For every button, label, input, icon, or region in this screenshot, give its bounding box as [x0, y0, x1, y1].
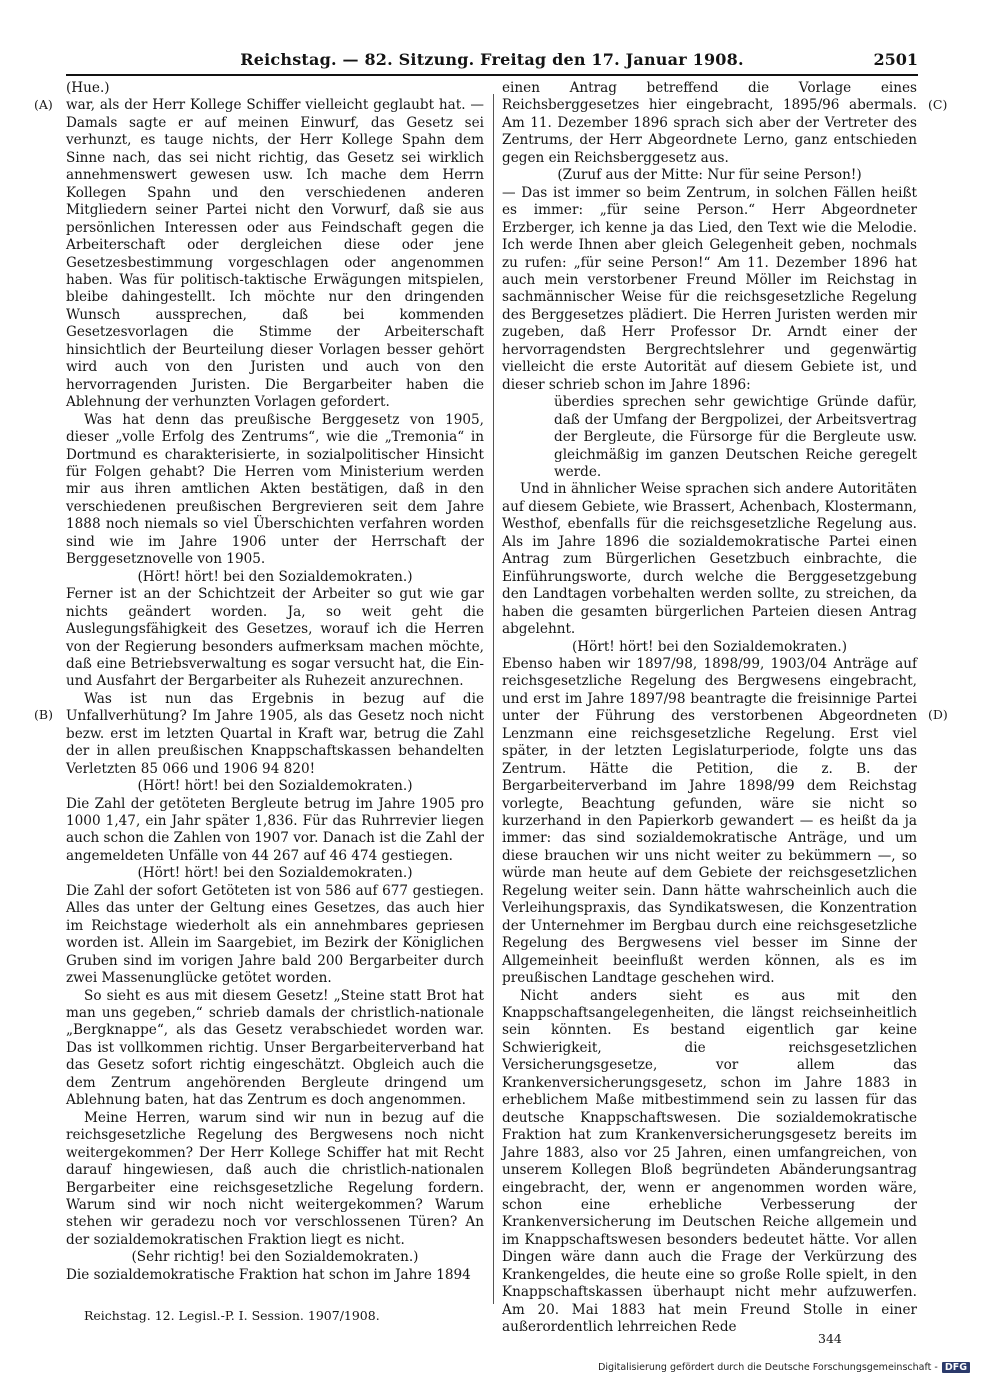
margin-mark-c: (C)	[928, 97, 948, 112]
paragraph: Und in ähnlicher Weise sprachen sich andere Autoritäten auf diesem Gebiete, wie Brassert, Achenbach, Klostermann, Westhof, ebenfalls für die reichsgesetzliche Regelung aus. Als im Jahre 1896 die sozialdemokratische Partei einen Antrag zum Bürgerlichen Gesetzbuch einbrachte, die Einführungsworte, durch welche die Berggesetzgebung den Landtagen vorbehalten werden sollte, zu streichen, da haben die gesamten bürgerlichen Parteien diesen Antrag abgelehnt.	[502, 481, 917, 638]
interjection: (Hört! hört! bei den Sozialdemokraten.)	[137, 778, 413, 795]
paragraph: Meine Herren, warum sind wir nun in bezug auf die reichsgesetzliche Regelung des Bergwesens noch nicht weitergekommen? Der Herr Kollege Schiffer hat mit Recht darauf hingewiesen, daß auch die christlich-nationalen Bergarbeiter eine reichsgesetzliche Regelung fordern. Warum sind wir noch nicht weitergekommen? Warum stehen wir geradezu noch vor verschlossenen Türen? An der sozialdemokratischen Fraktion liegt es nicht.	[66, 1109, 484, 1248]
paragraph: — Das ist immer so beim Zentrum, in solchen Fällen heißt es immer: „für seine Person.“ Herr Abgeordneter Erzberger, ich kenne ja das Lied, den Text wie die Melodie. Ich werde Ihnen aber gleich Gelegenheit geben, nochmals zu rufen: „für seine Person!“ Am 11. Dezember 1896 hat auch mein verstorbener Freund Möller im Reichstag in sachmännischer Weise für die reichsgesetzliche Regelung des Berggesetzes plädiert. Die Herren Juristen werden mir zugeben, daß Herr Professor Dr. Arndt einer der hervorragendsten Bergrechtslehrer und gegenwärtig vielleicht die erste Autorität auf diesem Gebiete ist, und dieser schrieb schon im Jahre 1896:	[502, 184, 917, 393]
paragraph: So sieht es aus mit diesem Gesetz! „Steine statt Brot hat man uns gegeben,“ schrieb damals der christlich-nationale „Bergknappe“, als das Gesetz verabschiedet worden war. Das ist vollkommen richtig. Unser Bergarbeiterverband hat das Gesetz sofort richtig eingeschätzt. Obgleich auch die dem Zentrum angehörenden Bergleute dringend um Ablehnung baten, hat das Zentrum es doch angenommen.	[66, 987, 484, 1109]
interjection: (Hört! hört! bei den Sozialdemokraten.)	[137, 865, 413, 882]
dfg-credit-text: Digitalisierung gefördert durch die Deutsche Forschungsgemeinschaft -	[598, 1362, 938, 1373]
interjection: (Hört! hört! bei den Sozialdemokraten.)	[571, 638, 847, 655]
right-column	[502, 80, 917, 1337]
paragraph: Was ist nun das Ergebnis in bezug auf die Unfallverhütung? Im Jahre 1905, als das Gesetz noch nicht bezw. erst im letzten Quartal in Kraft war, betrug die Zahl der in allen preußischen Knappschaftskassen behandelten Verletzten 85 066 und 1906 94 820!	[66, 690, 484, 777]
paragraph: Ebenso haben wir 1897/98, 1898/99, 1903/04 Anträge auf reichsgesetzliche Regelung des Bergwesens eingebracht, und erst im Jahre 1897/98 beantragte die freisinnige Partei unter der Führung des verstorbenen Abgeordneten Lenzmann eine reichsgesetzliche Regelung. Erst viel später, in der letzten Legislaturperiode, folgte uns das Zentrum. Hätte die Petition, die z. B. der Bergarbeiterverband im Jahre 1898/99 dem Reichstag vorlegte, Beachtung gefunden, wäre sie nicht so kurzerhand in den Papierkorb gewandert — es heißt da ja immer: das sind sozialdemokratische Anträge, und um diese brauchen wir uns nicht weiter zu bekümmern —, so würde man heute auf dem Gebiete der reichsgesetzlichen Regelung weiter sein. Dann hätte wahrscheinlich auch die Verleihungspraxis, das Syndikatswesen, die Konzentration der Unternehmer im Bergbau durch eine reichsgesetzliche Regelung des Bergwesens viel besser im Sinne der Allgemeinheit beeinflußt werden können, als es im preußischen Landtage geschehen wird.	[502, 655, 917, 987]
block-quote: überdies sprechen sehr gewichtige Gründe dafür, daß der Umfang der Bergpolizei, der Arbeitsvertrag der Bergleute, die Fürsorge für die Bergleute usw. gleichmäßig im ganzen Deutschen Reiche geregelt werde.	[554, 394, 917, 480]
page-header	[66, 48, 918, 76]
paragraph: Was hat denn das preußische Berggesetz von 1905, dieser „volle Erfolg des Zentrums“, wie die „Tremonia“ in Dortmund es charakterisierte, in sozialpolitischer Hinsicht für Folgen gehabt? Die Herren vom Ministerium werden mir aus ihren amtlichen Akten bestätigen, daß in den verschiedenen preußischen Bergrevieren seit dem Jahre 1888 noch niemals so viel Überschichten verfahren worden sind wie im Jahre 1906 unter der Herrschaft der Berggesetznovelle von 1905.	[66, 411, 484, 568]
paragraph: Die Zahl der getöteten Bergleute betrug im Jahre 1905 pro 1000 1,47, ein Jahr später 1,836. Für das Ruhrrevier liegen auch schon die Zahlen von 1907 vor. Danach ist die Zahl der angemeldeten Unfälle von 44 267 auf 46 474 gestiegen.	[66, 795, 485, 864]
paragraph: Nicht anders sieht es aus mit den Knappschaftsangelegenheiten, die längst reichseinheitlich sein könnten. Es bestand eigentlich gar keine Schwierigkeit, die reichsgesetzlichen Versicherungsgesetze, vor allem das Krankenversicherungsgesetz, schon im Jahre 1883 in erheblichem Maße mitbestimmend sein zu lassen für das deutsche Knappschaftswesen. Die sozialdemokratische Fraktion hat zum Krankenversicherungsgesetz bereits im Jahre 1883, also vor 25 Jahren, einen umfangreichen, von unserem Kollegen Bloß begründeten Abänderungsantrag eingebracht, der, wenn er angenommen worden wäre, schon eine erhebliche Verbesserung der Krankenversicherung im Deutschen Reiche allgemein und im Knappschaftswesen besonders bedeutet hätte. Vor allen Dingen wäre dann auch die Frage der Verkürzung des Krankengeldes, die heute eine so große Rolle spielt, in den Knappschaftskassen überhaupt nicht mehr aufzuwerfen. Am 20. Mai 1883 hat mein Freund Stolle in einer außerordentlich lehrreichen Rede	[502, 987, 917, 1336]
margin-mark-d: (D)	[928, 707, 948, 722]
paragraph: einen Antrag betreffend die Vorlage eines Reichsberggesetzes hier eingebracht, 1895/96 abermals. Am 11. Dezember 1896 sprach sich aber der Vertreter des Zentrums, der Herr Abgeordnete Lerno, ganz entschieden gegen ein Reichsberggesetz aus.	[502, 80, 917, 166]
left-column	[66, 80, 484, 1284]
dfg-logo: DFG	[942, 1362, 970, 1373]
interjection: (Zuruf aus der Mitte: Nur für seine Person!)	[557, 167, 862, 184]
footer-sheet-number: 344	[818, 1331, 842, 1346]
column-divider	[493, 94, 494, 1304]
margin-mark-b: (B)	[34, 707, 53, 722]
header-title: Reichstag. — 82. Sitzung. Freitag den 17. Januar 1908.	[240, 50, 744, 69]
paragraph: war, als der Herr Kollege Schiffer vielleicht geglaubt hat. — Damals sagte er auf meinen Einwurf, das Gesetz sei verhunzt, es tauge nichts, der Herr Kollege Spahn dem Sinne nach, das sei nicht richtig, das Gesetz sei wirklich annehmenswert gewesen usw. Ich mache dem Herrn Kollegen Spahn und den verschiedenen anderen Mitgliedern seiner Partei nicht den Vorwurf, daß sie aus persönlichen Interessen oder aus Feindschaft gegen die Arbeiterschaft oder dergleichen diese oder jene Gesetzesbestimmung vorgeschlagen oder angenommen haben. Was für politisch-taktische Erwägungen mitspielen, bleibe dahingestellt. Ich möchte nur den dringenden Wunsch aussprechen, daß bei kommenden Gesetzesvorlagen die Stimme der Arbeiterschaft hinsichtlich der Beurteilung dieser Vorlagen besser gehört wird auch von den Juristen und auch von den hervorragenden Juristen. Die Bergarbeiter haben die Ablehnung der verhunzten Vorlagen gefordert.	[66, 97, 484, 411]
margin-mark-a: (A)	[34, 97, 53, 112]
interjection: (Hört! hört! bei den Sozialdemokraten.)	[137, 568, 413, 585]
page-number: 2501	[873, 50, 918, 69]
dfg-credit	[598, 1362, 970, 1373]
speaker-label: (Hue.)	[66, 80, 110, 96]
paragraph: Die sozialdemokratische Fraktion hat schon im Jahre 1894	[66, 1266, 471, 1283]
footer-session-line: Reichstag. 12. Legisl.-P. I. Session. 1907/1908.	[84, 1308, 380, 1323]
interjection: (Sehr richtig! bei den Sozialdemokraten.)	[131, 1249, 419, 1266]
paragraph: Ferner ist an der Schichtzeit der Arbeiter so gut wie gar nichts geändert worden. Ja, so weit geht die Auslegungsfähigkeit des Gesetzes, worauf ich die Herren von der Regierung besonders aufmerksam machen möchte, daß eine Betriebsverwaltung es sogar versucht hat, die Ein- und Ausfahrt der Bergarbeiter als Ruhezeit anzurechnen.	[66, 586, 484, 690]
paragraph: Die Zahl der sofort Getöteten ist von 586 auf 677 gestiegen. Alles das unter der Geltung eines Gesetzes, das auch hier im Reichstage wiederholt als ein annehmbares gepriesen worden ist. Allein im Saargebiet, im Bezirk der Königlichen Gruben sind im vorigen Jahre bald 200 Bergarbeiter durch zwei Massenunglücke getötet worden.	[66, 882, 484, 987]
